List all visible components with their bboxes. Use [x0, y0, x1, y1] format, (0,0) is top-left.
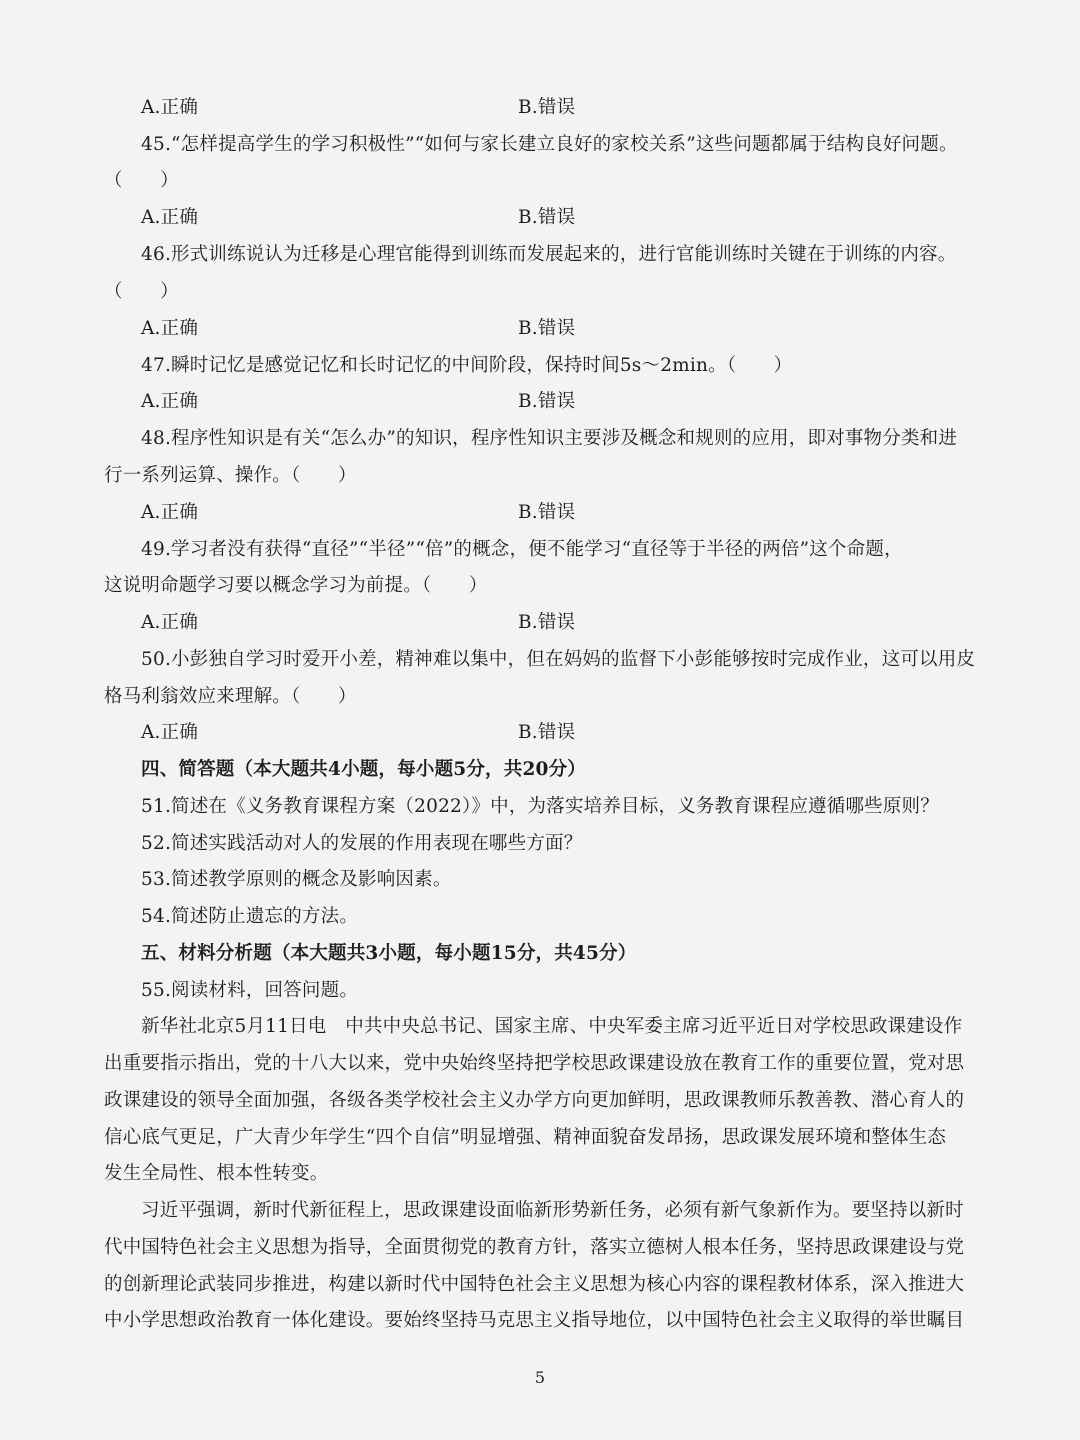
material-paragraph-line: 信心底气更足，广大青少年学生“四个自信”明显增强、精神面貌奋发昂扬，思政课发展环境和整体生态: [104, 1127, 947, 1148]
question-49: 49.学习者没有获得“直径”“半径”“倍”的概念，便不能学习“直径等于半径的两倍”这个命题，: [141, 539, 903, 560]
material-paragraph-line: 政课建设的领导全面加强，各级各类学校社会主义办学方向更加鲜明，思政课教师乐教善教、潜心育人的: [104, 1090, 965, 1111]
option-a: A.正确: [141, 391, 199, 412]
question-51: 51.简述在《义务教育课程方案（2022）》中，为落实培养目标，义务教育课程应遵循哪些原则？: [141, 796, 939, 817]
question-46: 46.形式训练说认为迁移是心理官能得到训练而发展起来的，进行官能训练时关键在于训练的内容。: [141, 244, 957, 265]
answer-blank: （ ）: [104, 170, 179, 191]
answer-blank: （ ）: [104, 281, 179, 302]
option-b: B.错误: [518, 318, 576, 339]
option-a: A.正确: [141, 502, 199, 523]
option-b: B.错误: [518, 97, 576, 118]
page-number: 5: [534, 1368, 546, 1387]
material-paragraph-line: 的创新理论武装同步推进，构建以新时代中国特色社会主义思想为核心内容的课程教材体系，深入推进大: [104, 1274, 965, 1295]
material-paragraph-line: 出重要指示指出，党的十八大以来，党中央始终坚持把学校思政课建设放在教育工作的重要位置，党对思: [104, 1053, 965, 1074]
question-50-cont: 格马利翁效应来理解。（ ）: [104, 686, 357, 707]
question-54: 54.简述防止遗忘的方法。: [141, 906, 359, 927]
question-45: 45.“怎样提高学生的学习积极性”“如何与家长建立良好的家校关系”这些问题都属于结构良好问题。: [141, 134, 958, 155]
option-b: B.错误: [518, 207, 576, 228]
material-paragraph-line: 习近平强调，新时代新征程上，思政课建设面临新形势新任务，必须有新气象新作为。要坚持以新时: [141, 1200, 964, 1221]
option-b: B.错误: [518, 391, 576, 412]
option-b: B.错误: [518, 502, 576, 523]
question-53: 53.简述教学原则的概念及影响因素。: [141, 869, 452, 890]
question-47: 47.瞬时记忆是感觉记忆和长时记忆的中间阶段，保持时间5s～2min。（ ）: [141, 355, 793, 376]
question-55: 55.阅读材料，回答问题。: [141, 980, 359, 1001]
section-4-heading: 四、简答题（本大题共4小题，每小题5分，共20分）: [141, 759, 586, 780]
material-paragraph-line: 代中国特色社会主义思想为指导，全面贯彻党的教育方针，落实立德树人根本任务，坚持思政课建设与党: [104, 1237, 965, 1258]
option-a: A.正确: [141, 97, 199, 118]
option-a: A.正确: [141, 612, 199, 633]
option-b: B.错误: [518, 612, 576, 633]
question-52: 52.简述实践活动对人的发展的作用表现在哪些方面？: [141, 833, 583, 854]
option-b: B.错误: [518, 722, 576, 743]
material-paragraph-line: 中小学思想政治教育一体化建设。要始终坚持马克思主义指导地位，以中国特色社会主义取得的举世瞩目: [104, 1310, 965, 1331]
question-48-cont: 行一系列运算、操作。（ ）: [104, 465, 357, 486]
option-a: A.正确: [141, 207, 199, 228]
material-paragraph-line: 发生全局性、根本性转变。: [104, 1163, 329, 1184]
option-a: A.正确: [141, 722, 199, 743]
option-a: A.正确: [141, 318, 199, 339]
question-50: 50.小彭独自学习时爱开小差，精神难以集中，但在妈妈的监督下小彭能够按时完成作业，这可以用皮: [141, 649, 976, 670]
section-5-heading: 五、材料分析题（本大题共3小题，每小题15分，共45分）: [141, 943, 637, 964]
question-49-cont: 这说明命题学习要以概念学习为前提。（ ）: [104, 575, 488, 596]
question-48: 48.程序性知识是有关“怎么办”的知识，程序性知识主要涉及概念和规则的应用，即对事物分类和进: [141, 428, 958, 449]
material-paragraph-line: 新华社北京5月11日电 中共中央总书记、国家主席、中央军委主席习近平近日对学校思政课建设作: [141, 1016, 963, 1037]
